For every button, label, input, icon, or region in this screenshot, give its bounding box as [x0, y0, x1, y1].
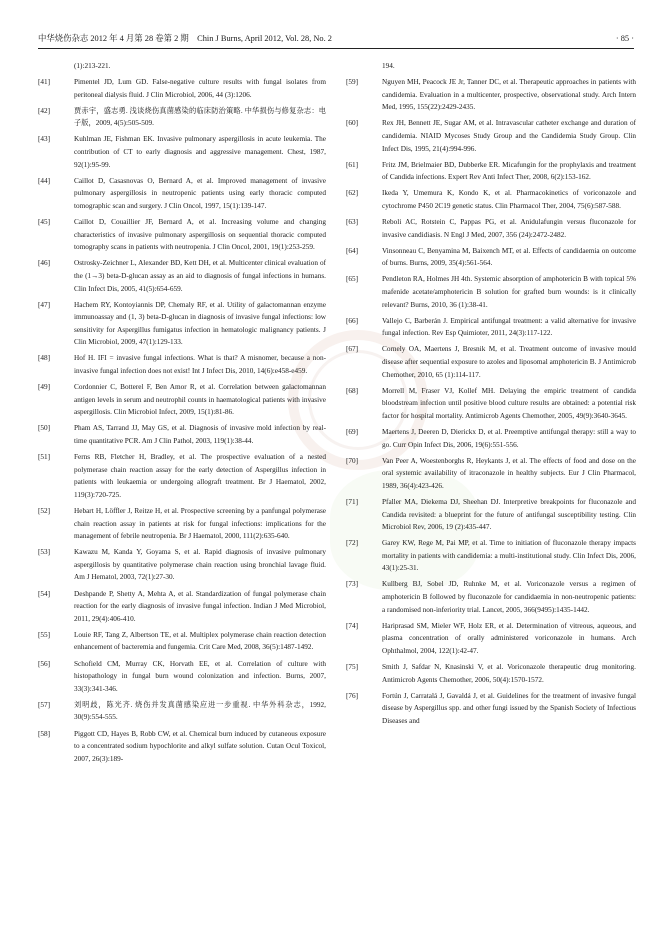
- reference-entry: [38, 588, 326, 626]
- reference-entry: [38, 133, 326, 171]
- reference-entry: [38, 257, 326, 295]
- reference-number: [55]: [38, 630, 51, 639]
- reference-entry: [346, 426, 636, 451]
- reference-number: [44]: [38, 176, 51, 185]
- reference-text: Pendleton RA, Holmes JH 4th. Systemic absorption of amphotericin B with topical 5% mafenide acetate/amphotericin B solution for grafted burn wounds: is it clinically relevant? Burns, 2010, 36 (1):38-41.: [382, 275, 636, 309]
- reference-number: [64]: [346, 246, 359, 255]
- reference-number: [63]: [346, 218, 359, 227]
- reference-text: Nguyen MH, Peacock JE Jr, Tanner DC, et al. Therapeutic approaches in patients with candidemia. Evaluation in a multicenter, prospective, observational study. Arch Intern Med, 1995, 155(22):2429-2435.: [382, 78, 636, 112]
- reference-text: Caillot D, Couaillier JF, Bernard A, et al. Increasing volume and changing characteristics of invasive pulmonary aspergillosis on sequential thoracic computed tomography scans in patients with neutropenia. J Clin Oncol, 2001, 19(1):253-259.: [74, 218, 326, 252]
- reference-text: Kawazu M, Kanda Y, Goyama S, et al. Rapid diagnosis of invasive pulmonary aspergillosis by quantitative polymerase chain reaction using bronchial lavage fluid. Am J Hematol, 2003, 72(1):27-30.: [74, 548, 326, 582]
- reference-entry: [346, 315, 636, 340]
- reference-number: [59]: [346, 78, 359, 87]
- reference-entry: [38, 175, 326, 213]
- reference-entry: [346, 60, 636, 73]
- reference-text: Ikeda Y, Umemura K, Kondo K, et al. Pharmacokinetics of voriconazole and cytochrome P450 2C19 genetic status. Clin Pharmacol Ther, 2004, 75(6):587-588.: [382, 189, 636, 210]
- reference-entry: [38, 76, 326, 101]
- reference-number: [73]: [346, 580, 359, 589]
- reference-entry: [346, 159, 636, 184]
- reference-entry: [38, 60, 326, 73]
- running-header: [38, 33, 634, 47]
- reference-text: Vinsonneau C, Benyamina M, Baixench MT, et al. Effects of candidaemia on outcome of burns. Burns, 2009, 35(4):561-564.: [382, 246, 636, 268]
- reference-text: Kuhlman JE, Fishman EK. Invasive pulmonary aspergillosis in acute leukemia. The contribution of CT to early diagnosis and aggressive management. Chest, 1987, 92(1):95-99.: [74, 135, 326, 169]
- reference-entry: [346, 187, 636, 212]
- reference-entry: [346, 117, 636, 155]
- reference-entry: [38, 216, 326, 254]
- reference-text: Schofield CM, Murray CK, Horvath EE, et al. Correlation of culture with histopathology in fungal burn wound colonization and infection. Burns, 2007, 33(3):341-346.: [74, 659, 326, 693]
- header-rule: [38, 48, 634, 49]
- reference-number: [75]: [346, 663, 359, 672]
- reference-text: Maertens J, Deeren D, Dierickx D, et al. Preemptive antifungal therapy: still a way to go. Curr Opin Infect Dis, 2006, 19(6):551-556.: [382, 427, 636, 449]
- reference-text: Hof H. IFI = invasive fungal infections. What is that? A misnomer, because a non-invasive fungal infection does not exist! Int J Infect Dis, 2010, 14(6):e458-e459.: [74, 354, 326, 376]
- reference-number: [42]: [38, 106, 51, 115]
- reference-number: [47]: [38, 300, 51, 309]
- reference-entry: [38, 546, 326, 584]
- reference-number: [72]: [346, 539, 359, 548]
- reference-text: Caillot D, Casasnovas O, Bernard A, et al. Improved management of invasive pulmonary aspergillosis in neutropenic patients using early thoracic computed tomographic scan and surgery. J Clin Oncol, 1997, 15(1):139-147.: [74, 176, 326, 210]
- reference-number: [54]: [38, 589, 51, 598]
- reference-entry: [38, 381, 326, 419]
- reference-text: Fortún J, Carratalá J, Gavaldá J, et al. Guidelines for the treatment of invasive fungal disease by Aspergillus spp. and other fungi issued by the Spanish Society of Infectious Diseases and: [382, 691, 636, 725]
- reference-number: [71]: [346, 497, 359, 506]
- reference-text: Cordonnier C, Botterel F, Ben Amor R, et al. Correlation between galactomannan antigen levels in serum and neutrophil counts in haematological patients with invasive aspergillosis. Clin Microbiol Infect, 2009, 15(1):81-86.: [74, 383, 326, 417]
- reference-number: [67]: [346, 345, 359, 354]
- reference-number: [52]: [38, 507, 51, 515]
- reference-number: [53]: [38, 548, 51, 557]
- reference-number: [41]: [38, 78, 51, 87]
- reference-text: 贾赤宇，盛志勇. 浅谈烧伤真菌感染的临床防治策略. 中华损伤与修复杂志：电子版，2009, 4(5):505-509.: [74, 106, 326, 128]
- reference-text: Van Peer A, Woestenborghs R, Heykants J, et al. The effects of food and dose on the oral systemic availability of itraconazole in healthy subjects. Eur J Clin Pharmacol, 1989, 36(4):423-426.: [382, 456, 636, 490]
- reference-text: Kullberg BJ, Sobel JD, Ruhnke M, et al. Voriconazole versus a regimen of amphotericin B followed by fluconazole for candidaemia in non-neutropenic patients: a randomised non-inferiority trial. Lancet, 2005, 366(9495):1435-1442.: [382, 580, 636, 614]
- reference-number: [66]: [346, 316, 359, 325]
- page-number: · 85 ·: [615, 34, 634, 43]
- reference-text: Garey KW, Rege M, Pai MP, et al. Time to initiation of fluconazole therapy impacts mortality in patients with candidemia: a multi-institutional study. Clin Infect Dis, 2006, 43(1):25-31.: [382, 539, 636, 573]
- reference-number: [51]: [38, 453, 51, 462]
- reference-number: [60]: [346, 119, 359, 128]
- reference-number: [62]: [346, 189, 359, 198]
- reference-text: Hariprasad SM, Mieler WF, Holz ER, et al. Determination of vitreous, aqueous, and plasma concentration of orally administered voriconazole in humans. Arch Ophthalmol, 2004, 122(1):42-47.: [382, 621, 636, 655]
- reference-number: [68]: [346, 386, 359, 395]
- reference-entry: [346, 496, 636, 534]
- references-left-column: [38, 60, 326, 769]
- reference-text: (1):213-221.: [74, 62, 111, 70]
- reference-entry: [38, 422, 326, 447]
- reference-number: [69]: [346, 427, 359, 436]
- reference-text: Vallejo C, Barberán J. Empirical antifungal treatment: a valid alternative for invasive fungal infection. Rev Esp Quimioter, 2011, 24(3):117-122.: [382, 316, 636, 338]
- reference-entry: [346, 690, 636, 728]
- reference-entry: [346, 578, 636, 616]
- reference-entry: [346, 385, 636, 423]
- reference-number: [65]: [346, 275, 359, 284]
- journal-citation: 中华烧伤杂志 2012 年 4 月第 28 卷第 2 期 Chin J Burns, April 2012, Vol. 28, No. 2: [38, 34, 332, 43]
- reference-entry: [38, 451, 326, 501]
- reference-text: Ostrosky-Zeichner L, Alexander BD, Kett DH, et al. Multicenter clinical evaluation of the (1→3) beta-D-glucan assay as an aid to diagnosis of fungal infections in humans. Clin Infect Dis, 2005, 41(5):654-659.: [74, 259, 326, 293]
- reference-text: Cornely OA, Maertens J, Bresnik M, et al. Treatment outcome of invasive mould disease after sequential exposure to azoles and liposomal amphotericin B. J Antimicrob Chemother, 2010, 65 (1):114-117.: [382, 345, 636, 379]
- reference-number: [74]: [346, 621, 359, 630]
- reference-entry: [38, 299, 326, 349]
- reference-entry: [346, 343, 636, 381]
- reference-entry: [346, 245, 636, 270]
- reference-number: [49]: [38, 383, 51, 392]
- reference-number: [70]: [346, 456, 359, 465]
- reference-entry: [346, 216, 636, 241]
- reference-text: Morrell M, Fraser VJ, Kollef MH. Delaying the empiric treatment of candida bloodstream infection until positive blood culture results are obtained: a potential risk factor for hospital mortality. Antimicrob Agents Chemother, 2005, 49(9):3640-3645.: [382, 386, 636, 420]
- reference-text: Ferns RB, Fletcher H, Bradley, et al. The prospective evaluation of a nested polymerase chain reaction assay for the early detection of Aspergillus infection in patients with leukaemia or undergoing allograft treatment. Br J Haematol, 2002, 119(3):720-725.: [74, 453, 326, 499]
- reference-entry: [38, 728, 326, 766]
- reference-text: Deshpande P, Shetty A, Mehta A, et al. Standardization of fungal polymerase chain reaction for the early diagnosis of invasive fungal infection. Indian J Med Microbiol, 2011, 29(4):406-410.: [74, 589, 326, 623]
- reference-entry: [38, 658, 326, 696]
- reference-text: Louie RF, Tang Z, Albertson TE, et al. Multiplex polymerase chain reaction detection enhancement of bacteremia and fungemia. Crit Care Med, 2008, 36(5):1487-1492.: [74, 630, 326, 652]
- reference-number: [43]: [38, 135, 51, 144]
- reference-entry: [346, 273, 636, 311]
- reference-number: [61]: [346, 160, 359, 169]
- reference-text: Pfaller MA, Diekema DJ, Sheehan DJ. Interpretive breakpoints for fluconazole and Candida revisited: a blueprint for the future of antifungal susceptibility testing. Clin Microbiol Rev, 2006, 19 (2):435-447.: [382, 497, 636, 532]
- reference-text: Rex JH, Bennett JE, Sugar AM, et al. Intravascular catheter exchange and duration of candidemia. NIAID Mycoses Study Group and the Candidemia Study Group. Clin Infect Dis, 1995, 21(4):994-996.: [382, 119, 636, 153]
- reference-entry: [346, 537, 636, 575]
- reference-text: Pimentel JD, Lum GD. False-negative culture results with fungal isolates from peritoneal dialysis fluid. J Clin Microbiol, 2006, 44 (3):1206.: [74, 78, 326, 99]
- reference-entry: [38, 105, 326, 130]
- reference-entry: [346, 455, 636, 493]
- reference-number: [50]: [38, 424, 51, 433]
- reference-number: [76]: [346, 691, 359, 700]
- reference-text: Fritz JM, Brielmaier BD, Dubberke ER. Micafungin for the prophylaxis and treatment of Candida infections. Expert Rev Anti Infect Ther, 2008, 6(2):153-162.: [382, 160, 636, 182]
- reference-text: Pham AS, Tarrand JJ, May GS, et al. Diagnosis of invasive mold infection by real-time quantitative PCR. Am J Clin Pathol, 2003, 119(1):38-44.: [74, 424, 326, 446]
- reference-text: Hebart H, Löffler J, Reitze H, et al. Prospective screening by a panfungal polymerase chain reaction assay in patients at risk for fungal infections: implications for the management of febrile neutropenia. Br J Haematol, 2000, 111(2):635-640.: [74, 507, 326, 541]
- reference-text: Smith J, Safdar N, Knasinski V, et al. Voriconazole therapeutic drug monitoring. Antimicrob Agents Chemother, 2006, 50(4):1570-1572.: [382, 663, 636, 684]
- reference-text: Piggott CD, Hayes B, Robb CW, et al. Chemical burn induced by cutaneous exposure to a concentrated sodium hypochlorite and alkyl sulfate solution. Cutan Ocul Toxicol, 2007, 26(3):189-: [74, 729, 326, 763]
- reference-entry: [38, 629, 326, 654]
- reference-text: Hachem RY, Kontoyiannis DP, Chemaly RF, et al. Utility of galactomannan enzyme immunoassay and (1, 3) beta-D-glucan in diagnosis of invasive fungal infections: low sensitivity for Aspergillus fumigatus infection in hematologic malignancy patients. J Clin Microbiol, 2009, 47(1):129-133.: [74, 300, 326, 347]
- reference-entry: [346, 661, 636, 686]
- reference-entry: [38, 505, 326, 543]
- reference-text: 194.: [382, 62, 395, 70]
- reference-number: [45]: [38, 218, 51, 227]
- reference-entry: [346, 620, 636, 658]
- reference-number: [46]: [38, 259, 51, 268]
- reference-number: [57]: [38, 700, 51, 709]
- reference-number: [48]: [38, 354, 51, 363]
- reference-number: [58]: [38, 729, 51, 738]
- reference-text: Reboli AC, Rotstein C, Pappas PG, et al. Anidulafungin versus fluconazole for invasive candidiasis. N Engl J Med, 2007, 356 (24):2472-2482.: [382, 218, 636, 239]
- reference-entry: [38, 352, 326, 377]
- reference-entry: [346, 76, 636, 114]
- reference-entry: [38, 699, 326, 724]
- reference-number: [56]: [38, 659, 51, 668]
- reference-text: 刘明歧，陈光齐. 烧伤并发真菌感染应进一步重视. 中华外科杂志，1992, 30(9):554-555.: [74, 700, 326, 722]
- references-right-column: [346, 60, 636, 731]
